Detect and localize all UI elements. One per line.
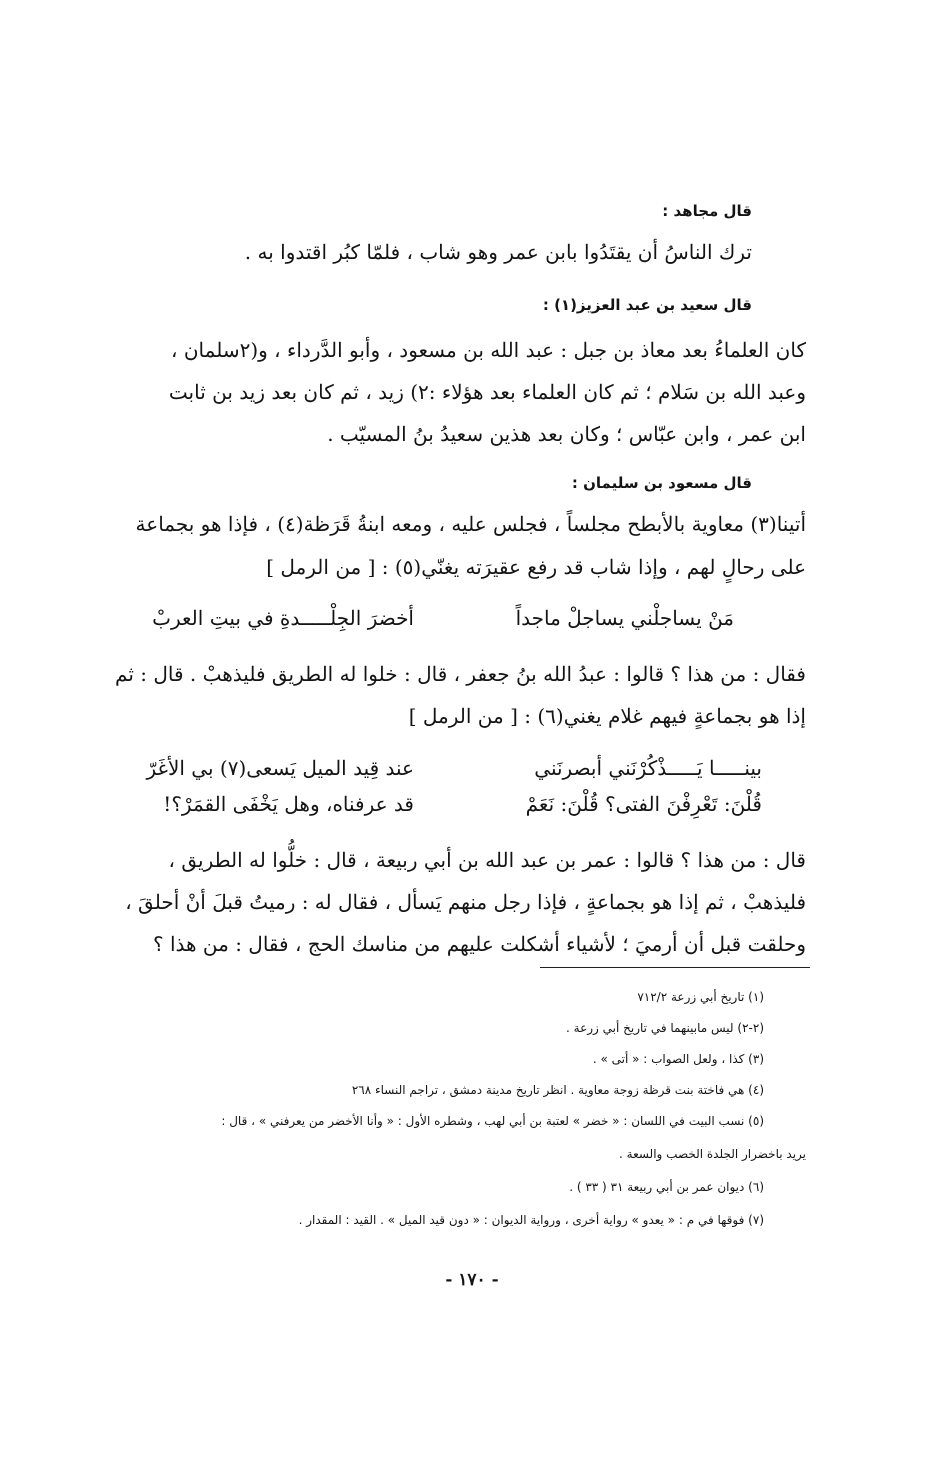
footnote-2: (٢-٢) ليس مابينهما في تاريخ أبي زرعة . — [566, 1021, 764, 1035]
saeed-line-3: ابن عمر ، وابن عبّاس ؛ وكان بعد هذين سعيدُ بنُ المسيّب . — [327, 422, 806, 446]
saeed-line-2: وعبد الله بن سَلام ؛ ثم كان العلماء بعد هؤلاء :٢) زيد ، ثم كان بعد زيد بن ثابت — [168, 380, 806, 404]
footnote-4: (٤) هي فاختة بنت قرظة زوجة معاوية . انظر تاريخ مدينة دمشق ، تراجم النساء ٢٦٨ — [351, 1083, 764, 1097]
footnote-separator — [540, 967, 810, 968]
saeed-line-1: كان العلماءُ بعد معاذ بن جبل : عبد الله بن مسعود ، وأبو الدَّرداء ، و(٢سلمان ، — [171, 338, 806, 362]
verse-2-first-hemistich: بينـــــا يَـــــذْكُرْنَني أبصرنَني — [534, 756, 762, 780]
footnote-6: (٦) ديوان عمر بن أبي ربيعة ٣١ ( ٣٣ ) . — [569, 1180, 764, 1194]
masud-line-1: أتينا(٣) معاوية بالأبطح مجلساً ، فجلس عليه ، ومعه ابنةُ قَرَظة(٤) ، فإذا هو بجماعة — [135, 512, 806, 536]
para-3-line-2: فليذهبْ ، ثم إذا هو بجماعةٍ ، فإذا رجل منهم يَسأل ، فقال له : رميتُ قبلَ أنْ أحلقَ ، — [125, 890, 806, 914]
verse-3-second-hemistich: قد عرفناه، وهل يَخْفَى القمَرْ؟! — [163, 792, 414, 816]
para-2-line-1: فقال : من هذا ؟ قالوا : عبدُ الله بنُ جعفر ، قال : خلوا له الطريق فليذهبْ . قال : ثم — [115, 662, 806, 686]
saeed-heading: قال سعيد بن عبد العزيز(١) : — [542, 296, 752, 314]
para-2-line-2: إذا هو بجماعةٍ فيهم غلام يغني(٦) : [ من الرمل ] — [408, 704, 806, 728]
para-3-line-1: قال : من هذا ؟ قالوا : عمر بن عبد الله بن أبي ربيعة ، قال : خلُّوا له الطريق ، — [168, 848, 806, 872]
footnote-1: (١) تاريخ أبي زرعة ٧١٢/٢ — [637, 990, 764, 1004]
para-3-line-3: وحلقت قبل أن أرميَ ؛ لأشياء أشكلت عليهم من مناسك الحج ، فقال : من هذا ؟ — [152, 932, 806, 956]
footnote-5-line-2: يريد باخضرار الجلدة الخصب والسعة . — [619, 1147, 806, 1161]
mujahid-line-1: ترك الناسُ أن يقتَدُوا بابن عمر وهو شاب ، فلمّا كبُر اقتدوا به . — [244, 240, 752, 264]
verse-1-second-hemistich: أخضرَ الجِلْـــــدةِ في بيتِ العربْ — [152, 606, 414, 630]
footnote-7: (٧) فوقها في م : « يعدو » رواية أخرى ، ورواية الديوان : « دون قيد الميل » . القيد : المقدار . — [298, 1213, 764, 1227]
masud-heading: قال مسعود بن سليمان : — [571, 474, 752, 492]
footnote-5-line-1: (٥) نسب البيت في اللسان : « خضر » لعتبة بن أبي لهب ، وشطره الأول : « وأنا الأخضر من يعرفني » ، قال : — [221, 1114, 764, 1128]
verse-3-first-hemistich: قُلْنَ: تَعْرِفْنَ الفتى؟ قُلْنَ: نَعَمْ — [525, 792, 762, 816]
verse-2-second-hemistich: عند قِيد الميل يَسعى(٧) بي الأغَرّ — [146, 756, 414, 780]
masud-line-2: على رحالٍ لهم ، وإذا شاب قد رفع عقيرَته يغنّي(٥) : [ من الرمل ] — [266, 555, 806, 579]
page-number: - ١٧٠ - — [445, 1270, 499, 1290]
footnote-3: (٣) كذا ، ولعل الصواب : « أتى » . — [592, 1052, 764, 1066]
mujahid-heading: قال مجاهد : — [662, 202, 752, 220]
verse-1-first-hemistich: مَنْ يساجلْني يساجلْ ماجداً — [515, 606, 734, 630]
